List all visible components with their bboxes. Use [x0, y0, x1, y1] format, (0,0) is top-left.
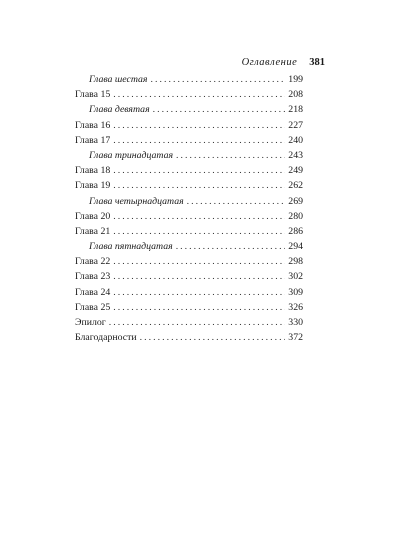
- toc-entry-title: Глава 21: [75, 225, 111, 237]
- toc-entry-title: Глава 16: [75, 119, 111, 131]
- toc-entry-page: 199: [288, 74, 303, 85]
- table-of-contents: [75, 72, 303, 345]
- toc-part-entry: [75, 239, 303, 254]
- toc-entry-page: 326: [288, 301, 303, 313]
- dot-leader: [151, 72, 286, 87]
- toc-chapter-entry: [75, 163, 303, 178]
- dot-leader: [153, 102, 286, 117]
- toc-entry-title: Глава 24: [75, 286, 111, 298]
- dot-leader: [109, 315, 286, 330]
- dot-leader: [187, 194, 286, 209]
- dot-leader: [113, 269, 285, 284]
- dot-leader: [113, 163, 285, 178]
- dot-leader: [113, 133, 285, 148]
- toc-part-entry: [75, 72, 303, 87]
- toc-chapter-entry: [75, 285, 303, 300]
- toc-part-entry: [75, 148, 303, 163]
- toc-entry-page: 309: [288, 286, 303, 298]
- toc-chapter-entry: [75, 330, 303, 345]
- running-head-section: Оглавление: [241, 57, 298, 68]
- dot-leader: [113, 254, 285, 269]
- toc-entry-title: Глава 18: [75, 165, 111, 177]
- toc-entry-title: Глава тринадцатая: [89, 149, 174, 161]
- toc-chapter-entry: [75, 269, 303, 284]
- toc-chapter-entry: [75, 315, 303, 330]
- toc-entry-title: Глава четырнадцатая: [89, 195, 184, 207]
- toc-entry-page: 208: [288, 89, 303, 101]
- toc-entry-page: 294: [288, 241, 303, 253]
- toc-part-entry: [75, 194, 303, 209]
- toc-chapter-entry: [75, 133, 303, 148]
- dot-leader: [113, 224, 285, 239]
- toc-chapter-entry: [75, 178, 303, 193]
- dot-leader: [176, 239, 286, 254]
- running-head: [242, 57, 325, 69]
- dot-leader: [140, 330, 286, 345]
- toc-entry-page: 372: [288, 332, 303, 344]
- toc-chapter-entry: [75, 118, 303, 133]
- toc-chapter-entry: [75, 87, 303, 102]
- toc-entry-title: Глава 19: [75, 180, 111, 192]
- toc-entry-page: 249: [288, 165, 303, 177]
- dot-leader: [113, 285, 285, 300]
- toc-entry-title: Глава 22: [75, 256, 111, 268]
- toc-entry-page: 330: [288, 317, 303, 328]
- toc-entry-page: 243: [288, 149, 303, 161]
- toc-chapter-entry: [75, 209, 303, 224]
- toc-entry-title: Глава 25: [75, 301, 111, 313]
- toc-entry-page: 262: [288, 180, 303, 192]
- dot-leader: [113, 300, 285, 315]
- toc-entry-title: Эпилог: [75, 317, 106, 328]
- toc-entry-title: Глава шестая: [89, 74, 148, 85]
- toc-part-entry: [75, 102, 303, 117]
- toc-entry-page: 302: [288, 271, 303, 283]
- toc-entry-page: 218: [288, 104, 303, 116]
- toc-entry-page: 269: [288, 195, 303, 207]
- toc-entry-title: Глава девятая: [89, 104, 150, 116]
- dot-leader: [113, 178, 285, 193]
- toc-entry-page: 240: [288, 134, 303, 146]
- dot-leader: [176, 148, 285, 163]
- toc-entry-title: Глава 23: [75, 271, 111, 283]
- page-number: 381: [309, 57, 325, 68]
- toc-entry-title: Глава 20: [75, 210, 111, 222]
- toc-entry-page: 286: [288, 225, 303, 237]
- toc-chapter-entry: [75, 254, 303, 269]
- dot-leader: [113, 209, 285, 224]
- toc-entry-page: 227: [288, 119, 303, 131]
- toc-entry-title: Глава 17: [75, 134, 111, 146]
- dot-leader: [113, 118, 285, 133]
- toc-chapter-entry: [75, 224, 303, 239]
- toc-entry-title: Благодарности: [75, 332, 137, 344]
- toc-entry-page: 298: [288, 256, 303, 268]
- toc-entry-title: Глава пятнадцатая: [89, 241, 173, 253]
- toc-entry-page: 280: [288, 210, 303, 222]
- dot-leader: [113, 87, 285, 102]
- toc-chapter-entry: [75, 300, 303, 315]
- toc-entry-title: Глава 15: [75, 89, 111, 101]
